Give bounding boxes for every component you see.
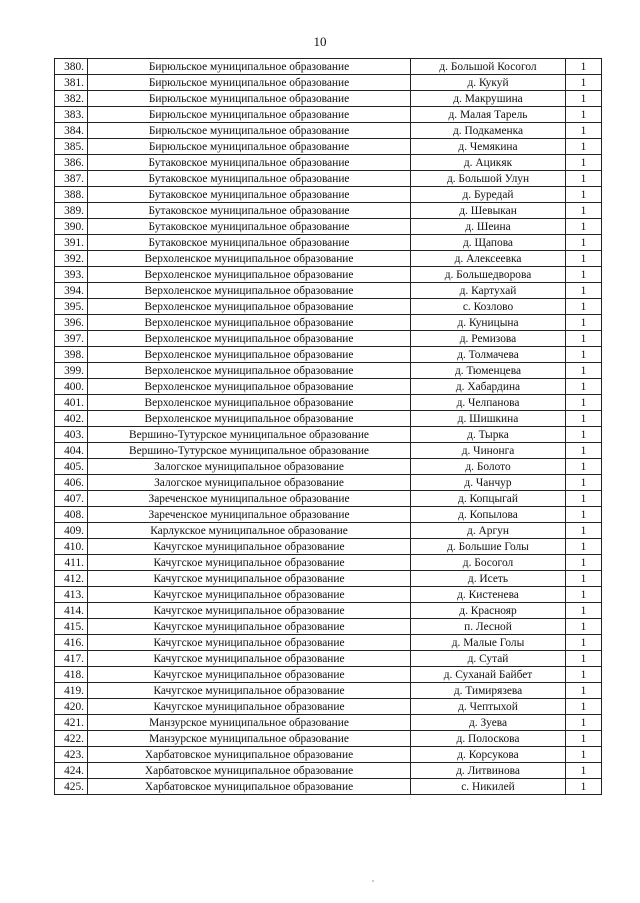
settlement-cell: д. Картухай (411, 283, 566, 299)
count-cell: 1 (566, 779, 602, 795)
municipality-cell: Бутаковское муниципальное образование (88, 235, 411, 251)
municipality-cell: Верхоленское муниципальное образование (88, 331, 411, 347)
row-number-cell: 409. (55, 523, 88, 539)
municipality-cell: Бутаковское муниципальное образование (88, 203, 411, 219)
settlement-cell: д. Большедворова (411, 267, 566, 283)
table-row (55, 523, 602, 539)
table-row (55, 395, 602, 411)
settlement-cell: д. Сутай (411, 651, 566, 667)
table-row (55, 651, 602, 667)
count-cell: 1 (566, 331, 602, 347)
count-cell: 1 (566, 107, 602, 123)
count-cell: 1 (566, 475, 602, 491)
municipality-cell: Качугское муниципальное образование (88, 587, 411, 603)
settlement-cell: д. Малая Тарель (411, 107, 566, 123)
row-number-cell: 414. (55, 603, 88, 619)
table-row (55, 379, 602, 395)
settlement-cell: д. Суханай Байбет (411, 667, 566, 683)
row-number-cell: 418. (55, 667, 88, 683)
settlement-cell: д. Тимирязева (411, 683, 566, 699)
table-row (55, 139, 602, 155)
count-cell: 1 (566, 523, 602, 539)
row-number-cell: 407. (55, 491, 88, 507)
settlement-cell: д. Хабардина (411, 379, 566, 395)
table-row (55, 203, 602, 219)
row-number-cell: 405. (55, 459, 88, 475)
count-cell: 1 (566, 491, 602, 507)
municipality-cell: Верхоленское муниципальное образование (88, 363, 411, 379)
row-number-cell: 380. (55, 59, 88, 75)
municipality-cell: Бутаковское муниципальное образование (88, 155, 411, 171)
municipality-cell: Качугское муниципальное образование (88, 603, 411, 619)
row-number-cell: 398. (55, 347, 88, 363)
row-number-cell: 410. (55, 539, 88, 555)
row-number-cell: 403. (55, 427, 88, 443)
municipality-cell: Бутаковское муниципальное образование (88, 171, 411, 187)
settlement-cell: д. Шевыкан (411, 203, 566, 219)
count-cell: 1 (566, 459, 602, 475)
settlement-cell: д. Шеина (411, 219, 566, 235)
table-row (55, 91, 602, 107)
settlement-cell: с. Никилей (411, 779, 566, 795)
municipality-cell: Зареченское муниципальное образование (88, 507, 411, 523)
row-number-cell: 388. (55, 187, 88, 203)
count-cell: 1 (566, 203, 602, 219)
table-row (55, 315, 602, 331)
table-row (55, 443, 602, 459)
settlement-cell: с. Козлово (411, 299, 566, 315)
settlement-cell: д. Кукуй (411, 75, 566, 91)
row-number-cell: 393. (55, 267, 88, 283)
count-cell: 1 (566, 555, 602, 571)
row-number-cell: 402. (55, 411, 88, 427)
settlement-cell: д. Болото (411, 459, 566, 475)
row-number-cell: 406. (55, 475, 88, 491)
row-number-cell: 416. (55, 635, 88, 651)
row-number-cell: 424. (55, 763, 88, 779)
municipality-cell: Бирюльское муниципальное образование (88, 75, 411, 91)
settlement-cell: д. Чептыхой (411, 699, 566, 715)
count-cell: 1 (566, 443, 602, 459)
count-cell: 1 (566, 235, 602, 251)
municipality-cell: Верхоленское муниципальное образование (88, 299, 411, 315)
municipality-cell: Карлукское муниципальное образование (88, 523, 411, 539)
count-cell: 1 (566, 667, 602, 683)
row-number-cell: 396. (55, 315, 88, 331)
municipality-cell: Манзурское муниципальное образование (88, 715, 411, 731)
count-cell: 1 (566, 363, 602, 379)
municipality-cell: Качугское муниципальное образование (88, 635, 411, 651)
count-cell: 1 (566, 763, 602, 779)
settlements-table (54, 58, 602, 795)
page-number: 10 (313, 34, 327, 49)
settlement-cell: д. Большой Улун (411, 171, 566, 187)
count-cell: 1 (566, 427, 602, 443)
row-number-cell: 419. (55, 683, 88, 699)
count-cell: 1 (566, 379, 602, 395)
row-number-cell: 392. (55, 251, 88, 267)
row-number-cell: 408. (55, 507, 88, 523)
row-number-cell: 395. (55, 299, 88, 315)
settlement-cell: д. Ремизова (411, 331, 566, 347)
count-cell: 1 (566, 91, 602, 107)
municipality-cell: Залогское муниципальное образование (88, 459, 411, 475)
count-cell: 1 (566, 651, 602, 667)
count-cell: 1 (566, 731, 602, 747)
municipality-cell: Бирюльское муниципальное образование (88, 91, 411, 107)
count-cell: 1 (566, 315, 602, 331)
municipality-cell: Верхоленское муниципальное образование (88, 251, 411, 267)
settlement-cell: д. Буредай (411, 187, 566, 203)
count-cell: 1 (566, 75, 602, 91)
count-cell: 1 (566, 59, 602, 75)
municipality-cell: Качугское муниципальное образование (88, 683, 411, 699)
municipality-cell: Качугское муниципальное образование (88, 539, 411, 555)
table-row (55, 779, 602, 795)
count-cell: 1 (566, 715, 602, 731)
municipality-cell: Верхоленское муниципальное образование (88, 379, 411, 395)
settlement-cell: д. Куницына (411, 315, 566, 331)
settlement-cell: д. Зуева (411, 715, 566, 731)
count-cell: 1 (566, 251, 602, 267)
settlement-cell: д. Макрушина (411, 91, 566, 107)
municipality-cell: Качугское муниципальное образование (88, 555, 411, 571)
table-row (55, 539, 602, 555)
count-cell: 1 (566, 587, 602, 603)
count-cell: 1 (566, 347, 602, 363)
settlement-cell: д. Полоскова (411, 731, 566, 747)
row-number-cell: 381. (55, 75, 88, 91)
municipality-cell: Вершино-Тутурское муниципальное образование (88, 427, 411, 443)
table-row (55, 507, 602, 523)
table-row (55, 619, 602, 635)
municipality-cell: Манзурское муниципальное образование (88, 731, 411, 747)
table-row (55, 283, 602, 299)
count-cell: 1 (566, 123, 602, 139)
municipality-cell: Качугское муниципальное образование (88, 651, 411, 667)
settlement-cell: д. Толмачева (411, 347, 566, 363)
row-number-cell: 401. (55, 395, 88, 411)
count-cell: 1 (566, 699, 602, 715)
table-row (55, 331, 602, 347)
settlement-cell: д. Большой Косогол (411, 59, 566, 75)
municipality-cell: Бирюльское муниципальное образование (88, 123, 411, 139)
settlement-cell: д. Аргун (411, 523, 566, 539)
municipality-cell: Бирюльское муниципальное образование (88, 139, 411, 155)
municipality-cell: Качугское муниципальное образование (88, 571, 411, 587)
settlement-cell: д. Подкаменка (411, 123, 566, 139)
table-row (55, 267, 602, 283)
settlement-cell: п. Лесной (411, 619, 566, 635)
table-row (55, 251, 602, 267)
row-number-cell: 417. (55, 651, 88, 667)
settlement-cell: д. Кистенева (411, 587, 566, 603)
municipality-cell: Зареченское муниципальное образование (88, 491, 411, 507)
settlement-cell: д. Шишкина (411, 411, 566, 427)
table-row (55, 603, 602, 619)
settlement-cell: д. Чинонга (411, 443, 566, 459)
municipality-cell: Верхоленское муниципальное образование (88, 395, 411, 411)
count-cell: 1 (566, 187, 602, 203)
settlement-cell: д. Копылова (411, 507, 566, 523)
municipality-cell: Бутаковское муниципальное образование (88, 219, 411, 235)
row-number-cell: 411. (55, 555, 88, 571)
settlement-cell: д. Чемякина (411, 139, 566, 155)
row-number-cell: 386. (55, 155, 88, 171)
row-number-cell: 387. (55, 171, 88, 187)
settlement-cell: д. Краснояр (411, 603, 566, 619)
settlement-cell: д. Алексеевка (411, 251, 566, 267)
table-row (55, 123, 602, 139)
municipality-cell: Бирюльское муниципальное образование (88, 59, 411, 75)
settlement-cell: д. Ацикяк (411, 155, 566, 171)
row-number-cell: 382. (55, 91, 88, 107)
table-row (55, 235, 602, 251)
settlement-cell: д. Челпанова (411, 395, 566, 411)
municipality-cell: Качугское муниципальное образование (88, 667, 411, 683)
table-row (55, 699, 602, 715)
row-number-cell: 400. (55, 379, 88, 395)
count-cell: 1 (566, 395, 602, 411)
table-row (55, 219, 602, 235)
municipality-cell: Бирюльское муниципальное образование (88, 107, 411, 123)
municipality-cell: Залогское муниципальное образование (88, 475, 411, 491)
row-number-cell: 383. (55, 107, 88, 123)
count-cell: 1 (566, 283, 602, 299)
municipality-cell: Вершино-Тутурское муниципальное образование (88, 443, 411, 459)
count-cell: 1 (566, 411, 602, 427)
row-number-cell: 394. (55, 283, 88, 299)
table-body (55, 59, 602, 795)
municipality-cell: Бутаковское муниципальное образование (88, 187, 411, 203)
table-row (55, 411, 602, 427)
municipality-cell: Верхоленское муниципальное образование (88, 315, 411, 331)
count-cell: 1 (566, 603, 602, 619)
settlement-cell: д. Большие Голы (411, 539, 566, 555)
count-cell: 1 (566, 635, 602, 651)
table-row (55, 667, 602, 683)
row-number-cell: 412. (55, 571, 88, 587)
table-row (55, 715, 602, 731)
row-number-cell: 425. (55, 779, 88, 795)
table-row (55, 459, 602, 475)
row-number-cell: 397. (55, 331, 88, 347)
municipality-cell: Харбатовское муниципальное образование (88, 747, 411, 763)
row-number-cell: 404. (55, 443, 88, 459)
count-cell: 1 (566, 539, 602, 555)
settlement-cell: д. Малые Голы (411, 635, 566, 651)
count-cell: 1 (566, 619, 602, 635)
row-number-cell: 421. (55, 715, 88, 731)
table-row (55, 475, 602, 491)
table-row (55, 747, 602, 763)
settlement-cell: д. Копцыгай (411, 491, 566, 507)
settlement-cell: д. Литвинова (411, 763, 566, 779)
municipality-cell: Харбатовское муниципальное образование (88, 779, 411, 795)
scan-speck (372, 880, 374, 882)
municipality-cell: Верхоленское муниципальное образование (88, 411, 411, 427)
settlement-cell: д. Тюменцева (411, 363, 566, 379)
table-row (55, 187, 602, 203)
count-cell: 1 (566, 747, 602, 763)
table-row (55, 59, 602, 75)
table-row (55, 571, 602, 587)
settlement-cell: д. Корсукова (411, 747, 566, 763)
table-row (55, 763, 602, 779)
table-row (55, 491, 602, 507)
row-number-cell: 390. (55, 219, 88, 235)
table-row (55, 155, 602, 171)
municipality-cell: Верхоленское муниципальное образование (88, 267, 411, 283)
count-cell: 1 (566, 139, 602, 155)
row-number-cell: 420. (55, 699, 88, 715)
row-number-cell: 389. (55, 203, 88, 219)
table-row (55, 363, 602, 379)
settlement-cell: д. Тырка (411, 427, 566, 443)
row-number-cell: 385. (55, 139, 88, 155)
count-cell: 1 (566, 571, 602, 587)
count-cell: 1 (566, 267, 602, 283)
row-number-cell: 415. (55, 619, 88, 635)
row-number-cell: 423. (55, 747, 88, 763)
count-cell: 1 (566, 171, 602, 187)
settlement-cell: д. Щапова (411, 235, 566, 251)
row-number-cell: 413. (55, 587, 88, 603)
row-number-cell: 399. (55, 363, 88, 379)
table-row (55, 427, 602, 443)
table-row (55, 587, 602, 603)
table-row (55, 171, 602, 187)
municipality-cell: Качугское муниципальное образование (88, 699, 411, 715)
settlement-cell: д. Исеть (411, 571, 566, 587)
settlement-cell: д. Босогол (411, 555, 566, 571)
table-row (55, 683, 602, 699)
row-number-cell: 384. (55, 123, 88, 139)
table-row (55, 75, 602, 91)
count-cell: 1 (566, 507, 602, 523)
table-row (55, 299, 602, 315)
settlement-cell: д. Чанчур (411, 475, 566, 491)
row-number-cell: 391. (55, 235, 88, 251)
count-cell: 1 (566, 683, 602, 699)
table-row (55, 635, 602, 651)
table-row (55, 731, 602, 747)
row-number-cell: 422. (55, 731, 88, 747)
table-row (55, 107, 602, 123)
municipality-cell: Верхоленское муниципальное образование (88, 347, 411, 363)
municipality-cell: Харбатовское муниципальное образование (88, 763, 411, 779)
table-row (55, 347, 602, 363)
count-cell: 1 (566, 155, 602, 171)
table-row (55, 555, 602, 571)
municipality-cell: Верхоленское муниципальное образование (88, 283, 411, 299)
count-cell: 1 (566, 219, 602, 235)
municipality-cell: Качугское муниципальное образование (88, 619, 411, 635)
count-cell: 1 (566, 299, 602, 315)
